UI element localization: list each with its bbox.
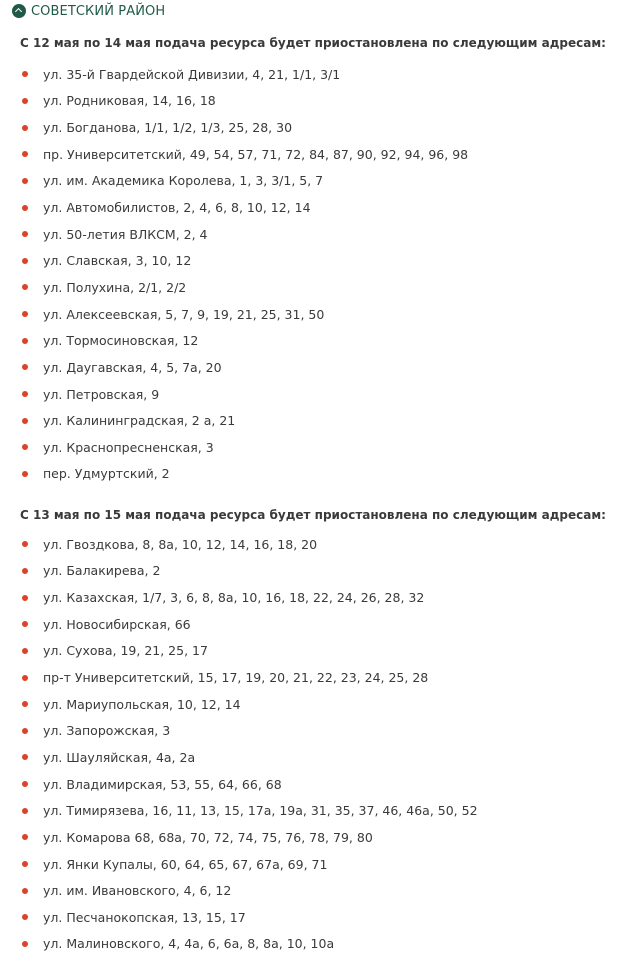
list-item — [20, 558, 478, 585]
address-text: ул. Автомобилистов, 2, 4, 6, 8, 10, 12, 14 — [43, 200, 311, 216]
list-item — [20, 851, 478, 878]
list-item — [20, 381, 468, 408]
bullet-dot-icon — [22, 861, 28, 867]
bullet-dot-icon — [22, 568, 28, 574]
address-text: ул. Тормосиновская, 12 — [43, 333, 199, 349]
address-text: ул. Малиновского, 4, 4а, 6, 6а, 8, 8а, 10, 10а — [43, 936, 335, 952]
address-text: ул. Родниковая, 14, 16, 18 — [43, 93, 216, 109]
bullet-dot-icon — [22, 701, 28, 707]
bullet-dot-icon — [22, 675, 28, 681]
address-text: ул. Новосибирская, 66 — [43, 616, 191, 632]
bullet-dot-icon — [22, 914, 28, 920]
bullet-dot-icon — [22, 471, 28, 477]
address-text: ул. Балакирева, 2 — [43, 563, 161, 579]
list-item — [20, 824, 478, 851]
list-item — [20, 114, 468, 141]
list-item — [20, 797, 478, 824]
bullet-dot-icon — [22, 728, 28, 734]
bullet-dot-icon — [22, 125, 28, 131]
list-item — [20, 717, 478, 744]
address-text: ул. Петровская, 9 — [43, 386, 160, 402]
bullet-dot-icon — [22, 391, 28, 397]
list-item — [20, 461, 468, 488]
bullet-dot-icon — [22, 648, 28, 654]
list-item — [20, 301, 468, 328]
address-text: ул. Алексеевская, 5, 7, 9, 19, 21, 25, 31, 50 — [43, 306, 325, 322]
bullet-dot-icon — [22, 205, 28, 211]
bullet-dot-icon — [22, 444, 28, 450]
list-item — [20, 434, 468, 461]
list-item — [20, 88, 468, 115]
address-text: пр-т Университетский, 15, 17, 19, 20, 21, 22, 23, 24, 25, 28 — [43, 670, 429, 686]
address-text: ул. Полухина, 2/1, 2/2 — [43, 279, 187, 295]
address-text: ул. Шауляйская, 4а, 2а — [43, 749, 196, 765]
list-item — [20, 691, 478, 718]
bullet-dot-icon — [22, 98, 28, 104]
address-text: ул. Казахская, 1/7, 3, 6, 8, 8а, 10, 16, 18, 22, 24, 26, 28, 32 — [43, 590, 425, 606]
chevron-up-circle-icon[interactable] — [12, 4, 26, 18]
list-item — [20, 931, 478, 958]
list-item — [20, 877, 478, 904]
address-text: ул. Мариупольская, 10, 12, 14 — [43, 696, 241, 712]
address-text: пр. Университетский, 49, 54, 57, 71, 72, 84, 87, 90, 92, 94, 96, 98 — [43, 146, 469, 162]
list-item — [20, 141, 468, 168]
bullet-dot-icon — [22, 178, 28, 184]
bullet-dot-icon — [22, 151, 28, 157]
address-text: пер. Удмуртский, 2 — [43, 466, 170, 482]
list-item — [20, 611, 478, 638]
bullet-dot-icon — [22, 258, 28, 264]
address-text: ул. Песчанокопская, 13, 15, 17 — [43, 909, 246, 925]
address-text: ул. Даугавская, 4, 5, 7а, 20 — [43, 359, 222, 375]
bullet-dot-icon — [22, 941, 28, 947]
address-text: ул. 35-й Гвардейской Дивизии, 4, 21, 1/1, 3/1 — [43, 66, 341, 82]
district-title[interactable]: СОВЕТСКИЙ РАЙОН — [31, 3, 166, 19]
list-item — [20, 274, 468, 301]
bullet-dot-icon — [22, 781, 28, 787]
address-text: ул. Тимирязева, 16, 11, 13, 15, 17а, 19а, 31, 35, 37, 46, 46а, 50, 52 — [43, 803, 478, 819]
address-list-may-13-15 — [20, 531, 478, 957]
bullet-dot-icon — [22, 364, 28, 370]
list-item — [20, 584, 478, 611]
section-heading-may-13-15: С 13 мая по 15 мая подача ресурса будет приостановлена по следующим адресам: — [20, 508, 606, 522]
list-item — [20, 327, 468, 354]
bullet-dot-icon — [22, 808, 28, 814]
address-text: ул. Комарова 68, 68а, 70, 72, 74, 75, 76, 78, 79, 80 — [43, 829, 373, 845]
address-text: ул. им. Академика Королева, 1, 3, 3/1, 5, 7 — [43, 173, 324, 189]
bullet-dot-icon — [22, 888, 28, 894]
address-text: ул. Богданова, 1/1, 1/2, 1/3, 25, 28, 30 — [43, 120, 293, 136]
bullet-dot-icon — [22, 231, 28, 237]
list-item — [20, 354, 468, 381]
address-text: ул. Калининградская, 2 а, 21 — [43, 413, 236, 429]
address-text: ул. 50-летия ВЛКСМ, 2, 4 — [43, 226, 208, 242]
section-heading-may-12-14: С 12 мая по 14 мая подача ресурса будет приостановлена по следующим адресам: — [20, 36, 606, 50]
list-item — [20, 61, 468, 88]
list-item — [20, 771, 478, 798]
address-text: ул. Владимирская, 53, 55, 64, 66, 68 — [43, 776, 282, 792]
address-text: ул. Краснопресненская, 3 — [43, 439, 214, 455]
bullet-dot-icon — [22, 71, 28, 77]
address-text: ул. Янки Купалы, 60, 64, 65, 67, 67а, 69, 71 — [43, 856, 328, 872]
list-item — [20, 531, 478, 558]
list-item — [20, 247, 468, 274]
list-item — [20, 168, 468, 195]
address-list-may-12-14 — [20, 61, 468, 487]
list-item — [20, 664, 478, 691]
bullet-dot-icon — [22, 541, 28, 547]
bullet-dot-icon — [22, 834, 28, 840]
address-text: ул. Запорожская, 3 — [43, 723, 171, 739]
list-item — [20, 904, 478, 931]
bullet-dot-icon — [22, 311, 28, 317]
address-text: ул. Славская, 3, 10, 12 — [43, 253, 192, 269]
address-text: ул. им. Ивановского, 4, 6, 12 — [43, 883, 232, 899]
list-item — [20, 744, 478, 771]
address-text: ул. Гвоздкова, 8, 8а, 10, 12, 14, 16, 18, 20 — [43, 536, 318, 552]
list-item — [20, 407, 468, 434]
bullet-dot-icon — [22, 621, 28, 627]
address-text: ул. Сухова, 19, 21, 25, 17 — [43, 643, 208, 659]
district-toggle[interactable] — [12, 0, 165, 22]
list-item — [20, 221, 468, 248]
bullet-dot-icon — [22, 284, 28, 290]
bullet-dot-icon — [22, 754, 28, 760]
bullet-dot-icon — [22, 595, 28, 601]
list-item — [20, 194, 468, 221]
list-item — [20, 638, 478, 665]
bullet-dot-icon — [22, 338, 28, 344]
bullet-dot-icon — [22, 418, 28, 424]
